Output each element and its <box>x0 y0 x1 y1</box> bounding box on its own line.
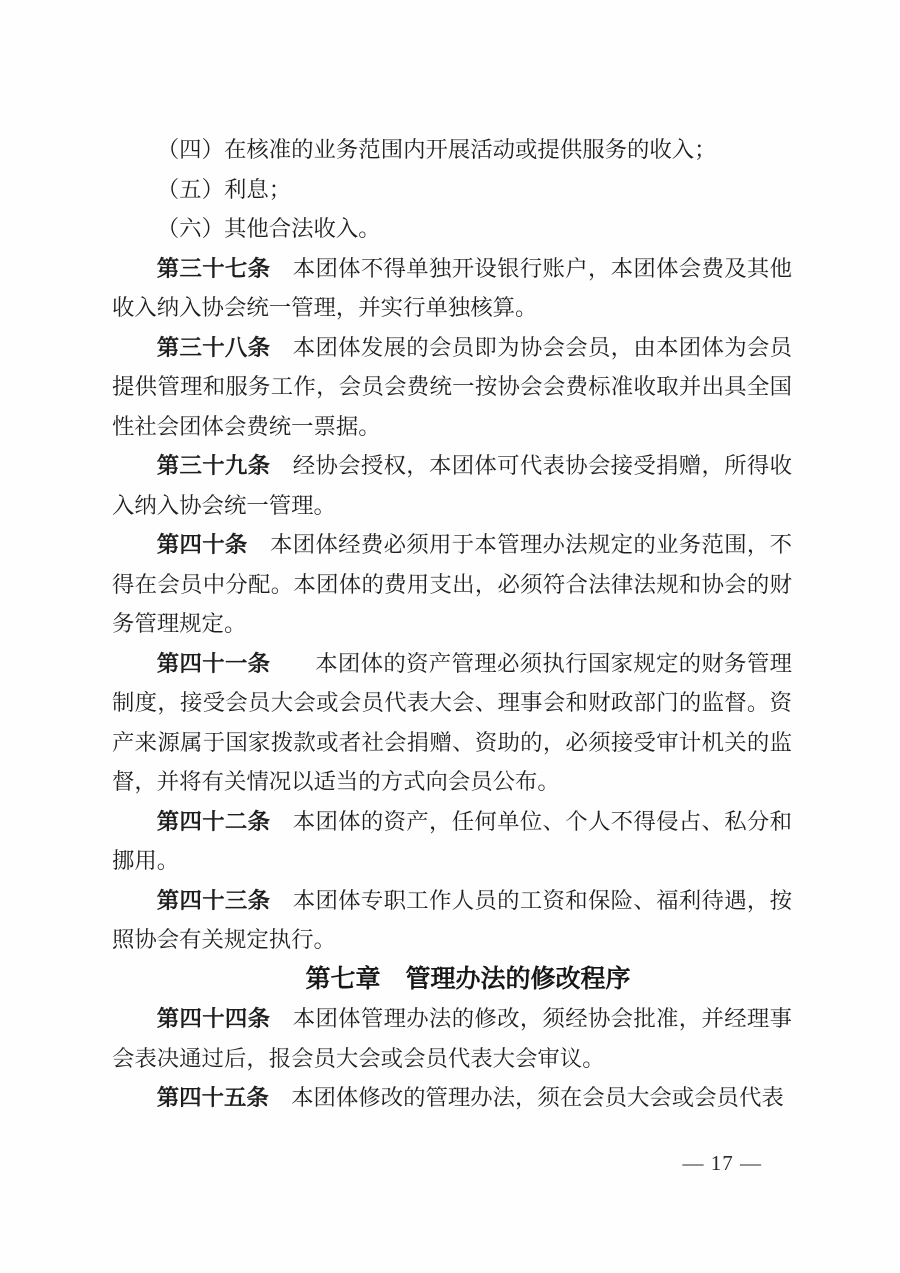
article-43 <box>112 881 792 960</box>
article-text: 本团体的资产，任何单位、个人不得侵占、私分和挪用。 <box>112 808 793 873</box>
article-text: 本团体发展的会员即为协会会员，由本团体为会员提供管理和服务工作，会员会费统一按协会会费标准收取并出具全国性社会团体会费统一票据。 <box>112 334 793 439</box>
article-40 <box>112 525 792 644</box>
article-number: 第三十九条 <box>156 453 271 478</box>
article-number: 第三十八条 <box>156 334 271 360</box>
chapter-number: 第七章 <box>305 964 381 993</box>
article-number: 第四十四条 <box>156 1006 271 1031</box>
list-item-text: （六）其他合法收入。 <box>156 216 381 241</box>
article-text: 经协会授权，本团体可代表协会接受捐赠，所得收入纳入协会统一管理。 <box>112 453 793 518</box>
article-45 <box>112 1078 792 1118</box>
chapter-heading <box>128 960 808 1000</box>
article-text: 本团体管理办法的修改，须经协会批准，并经理事会表决通过后，报会员大会或会员代表大会审议。 <box>112 1006 793 1071</box>
list-item-text: （四）在核准的业务范围内开展活动或提供服务的收入； <box>156 137 717 162</box>
article-39 <box>112 446 792 525</box>
article-44 <box>112 999 792 1078</box>
list-item-text: （五）利息； <box>156 176 292 202</box>
article-text: 本团体专职工作人员的工资和保险、福利待遇，按照协会有关规定执行。 <box>112 887 793 952</box>
article-text: 本团体经费必须用于本管理办法规定的业务范围，不得在会员中分配。本团体的费用支出，必须符合法律法规和协会的财务管理规定。 <box>112 532 793 636</box>
article-number: 第四十三条 <box>156 887 271 913</box>
article-42 <box>112 802 792 881</box>
article-number: 第三十七条 <box>156 255 271 281</box>
article-text: 本团体的资产管理必须执行国家规定的财务管理制度，接受会员大会或会员代表大会、理事会和财政部门的监督。资产来源属于国家拨款或者社会捐赠、资助的，必须接受审计机关的监督，并将有关情况以适当的方式向会员公布。 <box>112 650 793 794</box>
article-text: 本团体不得单独开设银行账户，本团体会费及其他收入纳入协会统一管理，并实行单独核算。 <box>112 255 793 320</box>
article-number: 第四十条 <box>156 532 248 557</box>
document-text-block <box>112 130 792 1118</box>
article-41 <box>112 644 792 802</box>
chapter-title: 管理办法的修改程序 <box>405 964 631 993</box>
list-item-5 <box>112 170 792 210</box>
article-number: 第四十一条 <box>156 650 271 676</box>
article-37 <box>112 249 792 328</box>
list-item-4 <box>112 130 792 170</box>
article-text: 本团体修改的管理办法，须在会员大会或会员代表 <box>291 1085 784 1110</box>
article-number: 第四十五条 <box>156 1085 269 1110</box>
article-38 <box>112 328 792 447</box>
article-number: 第四十二条 <box>156 808 271 834</box>
list-item-6 <box>112 209 792 249</box>
page-number: — 17 — <box>682 1151 762 1175</box>
